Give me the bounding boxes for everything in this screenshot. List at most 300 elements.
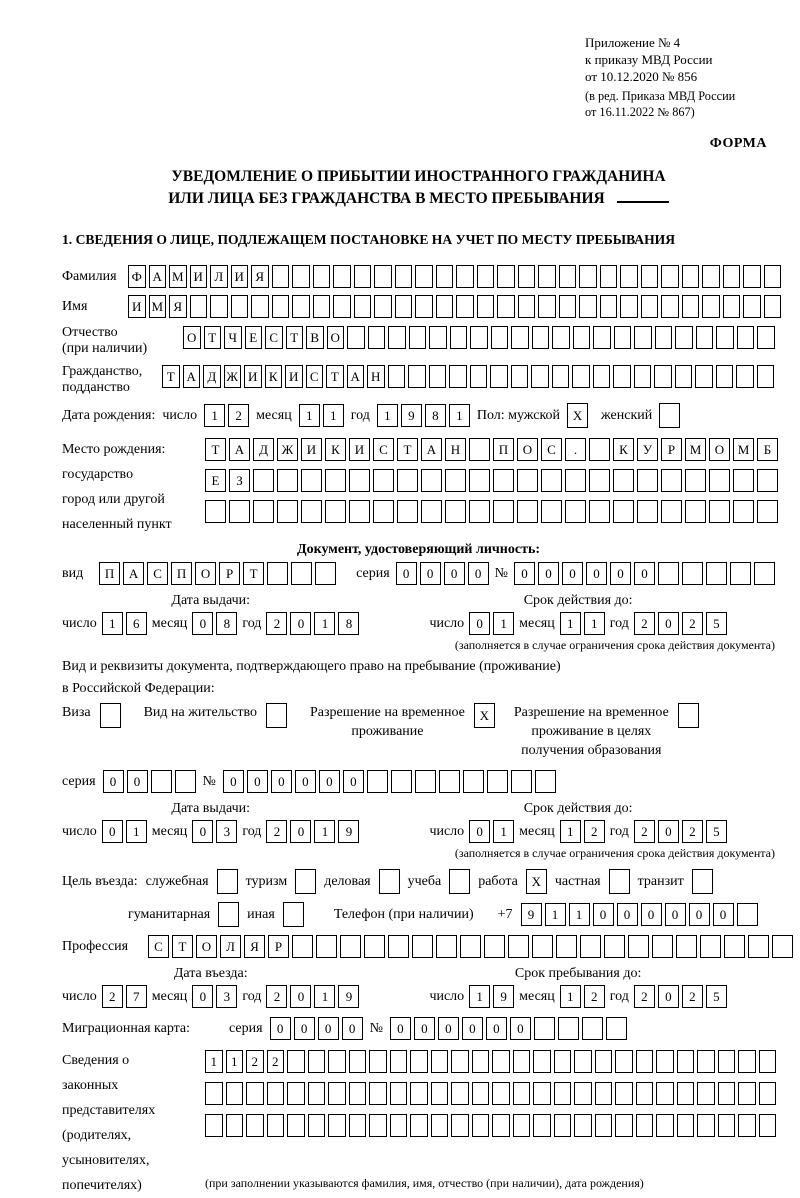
form-cell[interactable] bbox=[685, 500, 706, 523]
form-cell[interactable] bbox=[349, 500, 370, 523]
form-cell[interactable]: 1 bbox=[560, 820, 581, 843]
form-cell[interactable] bbox=[291, 562, 312, 585]
form-cell[interactable] bbox=[218, 902, 239, 927]
form-cell[interactable] bbox=[431, 1114, 449, 1137]
form-cell[interactable]: Т bbox=[243, 562, 264, 585]
form-cell[interactable]: О bbox=[327, 326, 345, 349]
form-cell[interactable] bbox=[709, 500, 730, 523]
form-cell[interactable] bbox=[497, 265, 515, 288]
form-cell[interactable]: 0 bbox=[641, 903, 662, 926]
form-cell[interactable] bbox=[374, 295, 392, 318]
form-cell[interactable] bbox=[695, 365, 713, 388]
form-cell[interactable]: 1 bbox=[314, 820, 335, 843]
form-cell[interactable] bbox=[559, 265, 577, 288]
form-cell[interactable] bbox=[354, 295, 372, 318]
form-cell[interactable] bbox=[497, 295, 515, 318]
form-cell[interactable]: 1 bbox=[560, 985, 581, 1008]
form-cell[interactable] bbox=[429, 365, 447, 388]
form-cell[interactable] bbox=[470, 326, 488, 349]
form-cell[interactable]: И bbox=[128, 295, 146, 318]
form-cell[interactable] bbox=[661, 500, 682, 523]
form-cell[interactable] bbox=[661, 265, 679, 288]
form-cell[interactable] bbox=[511, 365, 529, 388]
form-cell[interactable]: Т bbox=[397, 438, 418, 461]
form-cell[interactable]: Н bbox=[367, 365, 385, 388]
form-cell[interactable] bbox=[469, 438, 490, 461]
form-cell[interactable] bbox=[743, 295, 761, 318]
form-cell[interactable]: 0 bbox=[290, 985, 311, 1008]
form-cell[interactable] bbox=[415, 770, 436, 793]
form-cell[interactable]: 1 bbox=[469, 985, 490, 1008]
form-cell[interactable]: 0 bbox=[617, 903, 638, 926]
form-cell[interactable] bbox=[658, 562, 679, 585]
form-cell[interactable] bbox=[604, 935, 625, 958]
form-cell[interactable]: 0 bbox=[420, 562, 441, 585]
form-cell[interactable]: Р bbox=[661, 438, 682, 461]
form-cell[interactable] bbox=[472, 1114, 490, 1137]
form-cell[interactable] bbox=[367, 770, 388, 793]
form-cell[interactable]: 0 bbox=[610, 562, 631, 585]
form-cell[interactable] bbox=[349, 1114, 367, 1137]
form-cell[interactable] bbox=[541, 500, 562, 523]
form-cell[interactable] bbox=[451, 1114, 469, 1137]
form-cell[interactable]: А bbox=[149, 265, 167, 288]
form-cell[interactable]: 0 bbox=[103, 770, 124, 793]
form-cell[interactable]: 9 bbox=[521, 903, 542, 926]
form-cell[interactable] bbox=[349, 469, 370, 492]
form-cell[interactable] bbox=[573, 326, 591, 349]
form-cell[interactable]: 9 bbox=[493, 985, 514, 1008]
form-cell[interactable]: 0 bbox=[290, 612, 311, 635]
form-cell[interactable] bbox=[759, 1050, 777, 1073]
form-cell[interactable]: 2 bbox=[634, 985, 655, 1008]
form-cell[interactable] bbox=[315, 562, 336, 585]
form-cell[interactable]: Л bbox=[210, 265, 228, 288]
form-cell[interactable] bbox=[702, 265, 720, 288]
form-cell[interactable] bbox=[460, 935, 481, 958]
form-cell[interactable]: Б bbox=[757, 438, 778, 461]
form-cell[interactable]: Я bbox=[251, 265, 269, 288]
form-cell[interactable]: 2 bbox=[266, 612, 287, 635]
form-cell[interactable]: 2 bbox=[102, 985, 123, 1008]
form-cell[interactable] bbox=[308, 1114, 326, 1137]
form-cell[interactable] bbox=[572, 365, 590, 388]
form-cell[interactable] bbox=[493, 469, 514, 492]
form-cell[interactable] bbox=[415, 295, 433, 318]
form-cell[interactable]: 1 bbox=[102, 612, 123, 635]
form-cell[interactable] bbox=[266, 703, 287, 728]
form-cell[interactable]: 2 bbox=[584, 820, 605, 843]
form-cell[interactable] bbox=[677, 1050, 695, 1073]
form-cell[interactable] bbox=[267, 562, 288, 585]
form-cell[interactable]: 1 bbox=[493, 820, 514, 843]
form-cell[interactable]: 1 bbox=[449, 404, 470, 427]
form-cell[interactable] bbox=[656, 1082, 674, 1105]
form-cell[interactable] bbox=[697, 1082, 715, 1105]
form-cell[interactable]: X bbox=[526, 869, 547, 894]
form-cell[interactable] bbox=[558, 1017, 579, 1040]
form-cell[interactable]: Н bbox=[445, 438, 466, 461]
form-cell[interactable]: 0 bbox=[462, 1017, 483, 1040]
form-cell[interactable] bbox=[388, 326, 406, 349]
form-cell[interactable] bbox=[253, 500, 274, 523]
form-cell[interactable]: С bbox=[373, 438, 394, 461]
form-cell[interactable]: Л bbox=[220, 935, 241, 958]
form-cell[interactable]: 1 bbox=[560, 612, 581, 635]
form-cell[interactable] bbox=[325, 469, 346, 492]
form-cell[interactable] bbox=[716, 326, 734, 349]
form-cell[interactable] bbox=[724, 935, 745, 958]
form-cell[interactable] bbox=[589, 500, 610, 523]
form-cell[interactable] bbox=[368, 326, 386, 349]
form-cell[interactable] bbox=[175, 770, 196, 793]
form-cell[interactable]: С bbox=[147, 562, 168, 585]
form-cell[interactable]: Я bbox=[169, 295, 187, 318]
form-cell[interactable]: 1 bbox=[204, 404, 225, 427]
form-cell[interactable] bbox=[628, 935, 649, 958]
form-cell[interactable]: 0 bbox=[294, 1017, 315, 1040]
form-cell[interactable] bbox=[484, 935, 505, 958]
form-cell[interactable]: 2 bbox=[682, 985, 703, 1008]
form-cell[interactable] bbox=[493, 500, 514, 523]
form-cell[interactable] bbox=[606, 1017, 627, 1040]
form-cell[interactable] bbox=[226, 1114, 244, 1137]
form-cell[interactable] bbox=[582, 1017, 603, 1040]
form-cell[interactable] bbox=[641, 295, 659, 318]
form-cell[interactable] bbox=[287, 1082, 305, 1105]
form-cell[interactable] bbox=[574, 1114, 592, 1137]
form-cell[interactable] bbox=[292, 265, 310, 288]
form-cell[interactable] bbox=[613, 469, 634, 492]
form-cell[interactable] bbox=[733, 500, 754, 523]
form-cell[interactable] bbox=[421, 469, 442, 492]
form-cell[interactable] bbox=[517, 500, 538, 523]
form-cell[interactable] bbox=[267, 1082, 285, 1105]
form-cell[interactable] bbox=[636, 1114, 654, 1137]
form-cell[interactable]: М bbox=[685, 438, 706, 461]
form-cell[interactable] bbox=[682, 562, 703, 585]
form-cell[interactable]: 9 bbox=[338, 820, 359, 843]
form-cell[interactable] bbox=[533, 1114, 551, 1137]
form-cell[interactable] bbox=[439, 770, 460, 793]
form-cell[interactable] bbox=[574, 1082, 592, 1105]
form-cell[interactable] bbox=[469, 500, 490, 523]
form-cell[interactable] bbox=[410, 1082, 428, 1105]
form-cell[interactable] bbox=[615, 1082, 633, 1105]
form-cell[interactable] bbox=[700, 935, 721, 958]
form-cell[interactable] bbox=[652, 935, 673, 958]
form-cell[interactable] bbox=[445, 469, 466, 492]
form-cell[interactable]: 1 bbox=[205, 1050, 223, 1073]
form-cell[interactable] bbox=[737, 326, 755, 349]
form-cell[interactable]: С bbox=[306, 365, 324, 388]
form-cell[interactable] bbox=[518, 295, 536, 318]
form-cell[interactable]: 0 bbox=[469, 612, 490, 635]
form-cell[interactable] bbox=[391, 770, 412, 793]
form-cell[interactable] bbox=[349, 1082, 367, 1105]
form-cell[interactable]: 0 bbox=[271, 770, 292, 793]
form-cell[interactable]: 1 bbox=[314, 985, 335, 1008]
form-cell[interactable]: 0 bbox=[102, 820, 123, 843]
form-cell[interactable] bbox=[511, 326, 529, 349]
form-cell[interactable]: 2 bbox=[634, 820, 655, 843]
form-cell[interactable] bbox=[373, 500, 394, 523]
form-cell[interactable]: Д bbox=[253, 438, 274, 461]
form-cell[interactable] bbox=[723, 265, 741, 288]
form-cell[interactable] bbox=[655, 326, 673, 349]
form-cell[interactable] bbox=[615, 1114, 633, 1137]
form-cell[interactable] bbox=[277, 500, 298, 523]
form-cell[interactable]: О bbox=[517, 438, 538, 461]
form-cell[interactable] bbox=[325, 500, 346, 523]
form-cell[interactable] bbox=[205, 500, 226, 523]
form-cell[interactable]: О bbox=[196, 935, 217, 958]
form-cell[interactable]: С bbox=[148, 935, 169, 958]
form-cell[interactable] bbox=[613, 500, 634, 523]
form-cell[interactable]: 0 bbox=[318, 1017, 339, 1040]
form-cell[interactable]: О bbox=[195, 562, 216, 585]
form-cell[interactable] bbox=[395, 265, 413, 288]
form-cell[interactable] bbox=[656, 1114, 674, 1137]
form-cell[interactable] bbox=[246, 1114, 264, 1137]
form-cell[interactable] bbox=[436, 935, 457, 958]
form-cell[interactable] bbox=[676, 935, 697, 958]
form-cell[interactable]: 0 bbox=[593, 903, 614, 926]
form-cell[interactable] bbox=[487, 770, 508, 793]
form-cell[interactable] bbox=[593, 326, 611, 349]
form-cell[interactable] bbox=[292, 295, 310, 318]
form-cell[interactable]: 0 bbox=[713, 903, 734, 926]
form-cell[interactable] bbox=[595, 1114, 613, 1137]
form-cell[interactable] bbox=[390, 1050, 408, 1073]
form-cell[interactable]: 0 bbox=[658, 985, 679, 1008]
form-cell[interactable]: О bbox=[709, 438, 730, 461]
form-cell[interactable] bbox=[757, 326, 775, 349]
form-cell[interactable] bbox=[678, 703, 699, 728]
form-cell[interactable] bbox=[580, 935, 601, 958]
form-cell[interactable]: 0 bbox=[247, 770, 268, 793]
form-cell[interactable] bbox=[436, 295, 454, 318]
form-cell[interactable] bbox=[697, 1050, 715, 1073]
form-cell[interactable]: 5 bbox=[706, 612, 727, 635]
form-cell[interactable] bbox=[410, 1114, 428, 1137]
form-cell[interactable] bbox=[246, 1082, 264, 1105]
form-cell[interactable]: Т bbox=[326, 365, 344, 388]
form-cell[interactable]: 0 bbox=[468, 562, 489, 585]
form-cell[interactable] bbox=[436, 265, 454, 288]
form-cell[interactable] bbox=[574, 1050, 592, 1073]
form-cell[interactable]: 0 bbox=[665, 903, 686, 926]
form-cell[interactable] bbox=[718, 1082, 736, 1105]
form-cell[interactable]: 0 bbox=[438, 1017, 459, 1040]
form-cell[interactable]: 0 bbox=[514, 562, 535, 585]
form-cell[interactable] bbox=[328, 1082, 346, 1105]
form-cell[interactable] bbox=[554, 1050, 572, 1073]
form-cell[interactable] bbox=[472, 1050, 490, 1073]
form-cell[interactable]: У bbox=[637, 438, 658, 461]
form-cell[interactable] bbox=[615, 1050, 633, 1073]
form-cell[interactable]: X bbox=[474, 703, 495, 728]
form-cell[interactable]: Т bbox=[172, 935, 193, 958]
form-cell[interactable] bbox=[532, 326, 550, 349]
form-cell[interactable]: 1 bbox=[545, 903, 566, 926]
form-cell[interactable] bbox=[210, 295, 228, 318]
form-cell[interactable] bbox=[764, 295, 782, 318]
form-cell[interactable] bbox=[490, 365, 508, 388]
form-cell[interactable] bbox=[697, 1114, 715, 1137]
form-cell[interactable] bbox=[369, 1114, 387, 1137]
form-cell[interactable] bbox=[554, 1082, 572, 1105]
form-cell[interactable] bbox=[308, 1082, 326, 1105]
form-cell[interactable] bbox=[538, 295, 556, 318]
form-cell[interactable]: 1 bbox=[299, 404, 320, 427]
form-cell[interactable] bbox=[470, 365, 488, 388]
form-cell[interactable]: И bbox=[285, 365, 303, 388]
form-cell[interactable]: 0 bbox=[343, 770, 364, 793]
form-cell[interactable]: 3 bbox=[216, 820, 237, 843]
form-cell[interactable] bbox=[675, 365, 693, 388]
form-cell[interactable] bbox=[313, 295, 331, 318]
form-cell[interactable] bbox=[449, 869, 470, 894]
form-cell[interactable] bbox=[491, 326, 509, 349]
form-cell[interactable] bbox=[374, 265, 392, 288]
form-cell[interactable] bbox=[738, 1082, 756, 1105]
form-cell[interactable] bbox=[556, 935, 577, 958]
form-cell[interactable] bbox=[415, 265, 433, 288]
form-cell[interactable] bbox=[600, 265, 618, 288]
form-cell[interactable]: Ж bbox=[224, 365, 242, 388]
form-cell[interactable] bbox=[757, 500, 778, 523]
form-cell[interactable]: И bbox=[301, 438, 322, 461]
form-cell[interactable] bbox=[759, 1114, 777, 1137]
form-cell[interactable] bbox=[743, 265, 761, 288]
form-cell[interactable]: П bbox=[171, 562, 192, 585]
form-cell[interactable]: И bbox=[244, 365, 262, 388]
form-cell[interactable]: 9 bbox=[338, 985, 359, 1008]
form-cell[interactable] bbox=[397, 469, 418, 492]
form-cell[interactable] bbox=[552, 365, 570, 388]
form-cell[interactable] bbox=[369, 1082, 387, 1105]
form-cell[interactable] bbox=[696, 326, 714, 349]
form-cell[interactable] bbox=[682, 295, 700, 318]
form-cell[interactable]: 0 bbox=[223, 770, 244, 793]
form-cell[interactable] bbox=[451, 1082, 469, 1105]
form-cell[interactable] bbox=[656, 1050, 674, 1073]
form-cell[interactable]: 0 bbox=[486, 1017, 507, 1040]
form-cell[interactable] bbox=[151, 770, 172, 793]
form-cell[interactable] bbox=[410, 1050, 428, 1073]
form-cell[interactable]: 2 bbox=[682, 612, 703, 635]
form-cell[interactable] bbox=[231, 295, 249, 318]
form-cell[interactable]: В bbox=[306, 326, 324, 349]
form-cell[interactable] bbox=[369, 1050, 387, 1073]
form-cell[interactable] bbox=[636, 1082, 654, 1105]
form-cell[interactable] bbox=[565, 469, 586, 492]
form-cell[interactable]: 0 bbox=[295, 770, 316, 793]
form-cell[interactable]: 0 bbox=[290, 820, 311, 843]
form-cell[interactable] bbox=[205, 1082, 223, 1105]
form-cell[interactable] bbox=[637, 500, 658, 523]
form-cell[interactable] bbox=[412, 935, 433, 958]
form-cell[interactable]: 0 bbox=[319, 770, 340, 793]
form-cell[interactable] bbox=[692, 869, 713, 894]
form-cell[interactable] bbox=[636, 1050, 654, 1073]
form-cell[interactable] bbox=[277, 469, 298, 492]
form-cell[interactable]: Т bbox=[205, 438, 226, 461]
form-cell[interactable] bbox=[316, 935, 337, 958]
form-cell[interactable]: М bbox=[733, 438, 754, 461]
form-cell[interactable] bbox=[541, 469, 562, 492]
form-cell[interactable] bbox=[272, 295, 290, 318]
form-cell[interactable]: А bbox=[347, 365, 365, 388]
form-cell[interactable]: 0 bbox=[192, 985, 213, 1008]
form-cell[interactable] bbox=[552, 326, 570, 349]
form-cell[interactable]: 2 bbox=[634, 612, 655, 635]
form-cell[interactable]: 0 bbox=[658, 612, 679, 635]
form-cell[interactable]: 0 bbox=[510, 1017, 531, 1040]
form-cell[interactable]: 1 bbox=[377, 404, 398, 427]
form-cell[interactable] bbox=[513, 1082, 531, 1105]
form-cell[interactable] bbox=[301, 500, 322, 523]
form-cell[interactable] bbox=[456, 265, 474, 288]
form-cell[interactable] bbox=[388, 935, 409, 958]
form-cell[interactable]: 0 bbox=[342, 1017, 363, 1040]
form-cell[interactable] bbox=[477, 295, 495, 318]
form-cell[interactable]: К bbox=[613, 438, 634, 461]
form-cell[interactable] bbox=[709, 469, 730, 492]
form-cell[interactable] bbox=[589, 469, 610, 492]
form-cell[interactable] bbox=[477, 265, 495, 288]
form-cell[interactable] bbox=[661, 295, 679, 318]
form-cell[interactable]: 0 bbox=[127, 770, 148, 793]
form-cell[interactable] bbox=[682, 265, 700, 288]
form-cell[interactable] bbox=[469, 469, 490, 492]
form-cell[interactable] bbox=[614, 326, 632, 349]
form-cell[interactable] bbox=[397, 500, 418, 523]
form-cell[interactable]: Т bbox=[204, 326, 222, 349]
form-cell[interactable] bbox=[451, 1050, 469, 1073]
form-cell[interactable] bbox=[589, 438, 610, 461]
form-cell[interactable] bbox=[328, 1114, 346, 1137]
form-cell[interactable]: 9 bbox=[401, 404, 422, 427]
form-cell[interactable] bbox=[267, 1114, 285, 1137]
form-cell[interactable] bbox=[772, 935, 793, 958]
form-cell[interactable] bbox=[333, 295, 351, 318]
form-cell[interactable]: 0 bbox=[192, 820, 213, 843]
form-cell[interactable]: Ч bbox=[224, 326, 242, 349]
form-cell[interactable]: Д bbox=[203, 365, 221, 388]
form-cell[interactable]: 0 bbox=[390, 1017, 411, 1040]
form-cell[interactable]: 3 bbox=[216, 985, 237, 1008]
form-cell[interactable] bbox=[456, 295, 474, 318]
form-cell[interactable] bbox=[492, 1050, 510, 1073]
form-cell[interactable]: 0 bbox=[192, 612, 213, 635]
form-cell[interactable] bbox=[226, 1082, 244, 1105]
form-cell[interactable]: 8 bbox=[338, 612, 359, 635]
form-cell[interactable] bbox=[620, 295, 638, 318]
form-cell[interactable]: 1 bbox=[323, 404, 344, 427]
form-cell[interactable] bbox=[723, 295, 741, 318]
form-cell[interactable]: 6 bbox=[126, 612, 147, 635]
form-cell[interactable] bbox=[513, 1050, 531, 1073]
form-cell[interactable]: С bbox=[265, 326, 283, 349]
form-cell[interactable]: 2 bbox=[267, 1050, 285, 1073]
form-cell[interactable]: Р bbox=[268, 935, 289, 958]
form-cell[interactable] bbox=[513, 1114, 531, 1137]
form-cell[interactable]: 0 bbox=[689, 903, 710, 926]
form-cell[interactable] bbox=[295, 869, 316, 894]
form-cell[interactable]: 8 bbox=[425, 404, 446, 427]
